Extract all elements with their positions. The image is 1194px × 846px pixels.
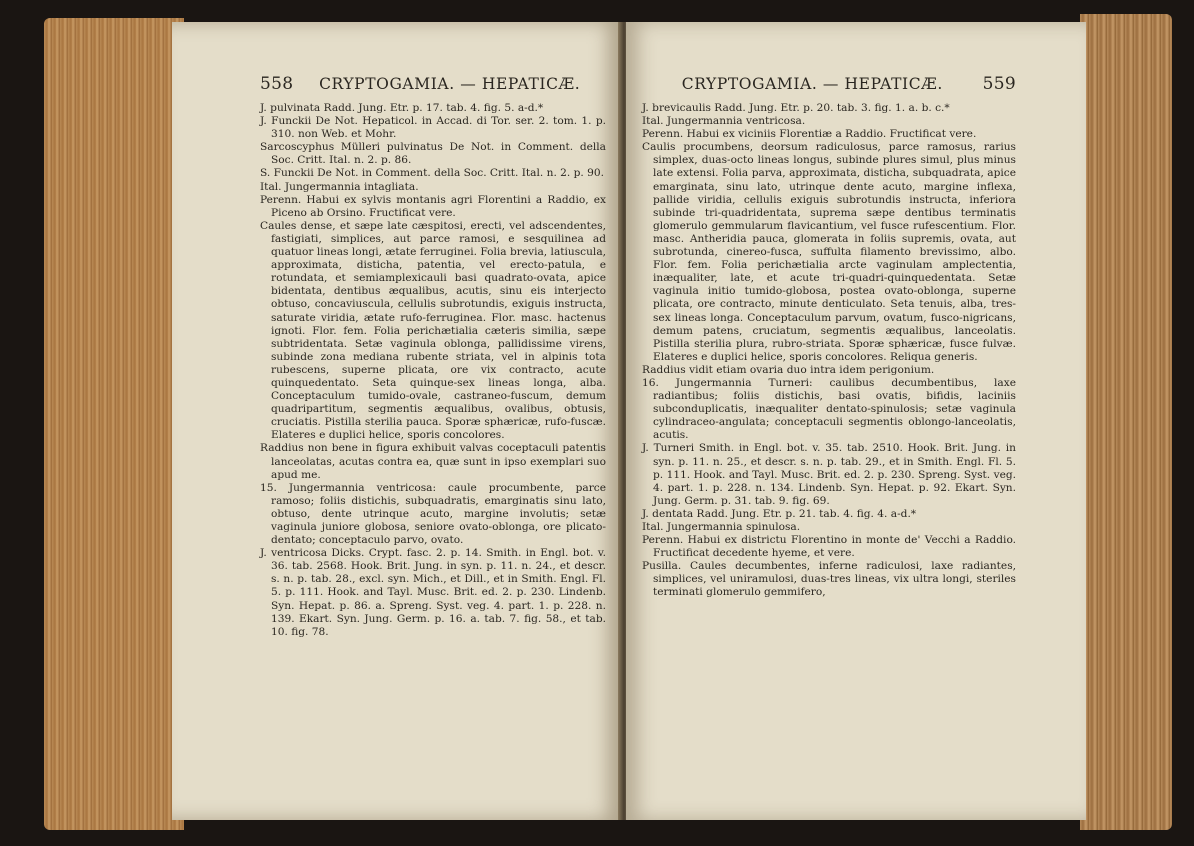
text-line: Perenn. Habui ex viciniis Florentiæ a Raddio. Fructificat vere. xyxy=(642,128,977,141)
text-line: Raddius vidit etiam ovaria duo intra idem perigonium. xyxy=(642,363,935,376)
text-line: Ital. Jungermannia intagliata. xyxy=(260,180,419,193)
text-line: J. dentata Radd. Jung. Etr. p. 21. tab. 4. fig. 4. a-d.* xyxy=(642,507,917,520)
text-line: J. Turneri Smith. in Engl. bot. v. 35. tab. 2510. Hook. Brit. Jung. in syn. p. 11. n. 25., et descr. s. n. p. tab. 29., et in Smith. Engl. Fl. 5. p. 111. Hook. and Tayl. Musc. Brit. ed. 2. p. 230. Spreng. Syst. veg. 4. part. 1. p. 228. n. 134. Lindenb. Syn. Hepat. p. 92. Ekart. Syn. Jung. Germ. p. 31. tab. 9. fig. 69. xyxy=(642,442,1016,507)
text-line: Pusilla. Caules decumbentes, inferne radiculosi, laxe radiantes, simplices, vel uniramulosi, duas-tres lineas, vix ultra longi, steriles terminati glomerulo gemmifero, xyxy=(642,560,1016,599)
left-body-text xyxy=(260,102,606,639)
text-line: J. pulvinata Radd. Jung. Etr. p. 17. tab. 4. fig. 5. a-d.* xyxy=(260,102,544,114)
text-line: 16. Jungermannia Turneri: caulibus decumbentibus, laxe radiantibus; foliis distichis, basi ovatis, bifidis, laciniis subconduplicatis, inæqualiter dentato-spinulosis; setæ vaginula cylindraceo-angulata; conceptaculi segmentis oblongo-lanceolatis, acutis. xyxy=(642,376,1016,442)
right-running-title: CRYPTOGAMIA. — HEPATICÆ. xyxy=(681,75,943,93)
left-running-title: CRYPTOGAMIA. — HEPATICÆ. xyxy=(319,75,581,93)
text-line: J. brevicaulis Radd. Jung. Etr. p. 20. tab. 3. fig. 1. a. b. c.* xyxy=(642,102,950,114)
text-line: Perenn. Habui ex districtu Florentino in monte de' Vecchi a Raddio. Fructificat decedente hyeme, et vere. xyxy=(642,534,1016,560)
left-running-head xyxy=(260,74,606,94)
text-line: Ital. Jungermannia ventricosa. xyxy=(642,115,806,128)
left-page-edges xyxy=(44,18,184,830)
text-line: Caulis procumbens, deorsum radiculosus, parce ramosus, rarius simplex, duas-octo lineas longus, subinde plures simul, plus minus late extensi. Folia parva, approximata, disticha, subquadrata, apice emarginata, sinu lato, utrinque dente acuto, margine inflexa, pallide viridia, cellulis exiguis subrotundis instructa, inferiora subinde tri-quadridentata, suprema sæpe dentibus terminatis glomerulo gemmularum flavicantium, vel fusce rufescentium. Flor. masc. Antheridia pauca, glomerata in foliis supremis, ovata, aut subrotunda, cinereo-fusca, suffulta filamento brevissimo, albo. Flor. fem. Folia perichætialia arcte vaginulam amplectentia, inæqualiter, late, et acute tri-quadri-quinquedentata. Setæ vaginula initio tumido-globosa, postea ovato-oblonga, superne plicata, ore contracto, minute denticulato. Seta tenuis, alba, tres-sex lineas longa. Conceptaculum parvum, ovatum, fusco-nigricans, demum patens, cruciatum, segmentis æqualibus, lanceolatis. Pistilla sterilia plura, rubro-striata. Sporæ sphæricæ, fusce fulvæ. Elateres e duplici helice, sporis concolores. Reliqua generis. xyxy=(642,141,1016,363)
text-line: 15. Jungermannia ventricosa: caule procumbente, parce ramoso; foliis distichis, subquadratis, emarginatis sinu lato, obtuso, dente utrinque acuto, margine involutis; setæ vaginula juniore globosa, seniore ovato-oblonga, ore plicato-dentato; conceptaculo parvo, ovato. xyxy=(260,481,606,547)
right-body-text xyxy=(642,102,1016,600)
text-line: Sarcoscyphus Mülleri pulvinatus De Not. in Comment. della Soc. Critt. Ital. n. 2. p. 86. xyxy=(260,141,606,167)
left-page-number: 558 xyxy=(260,74,294,94)
text-line: Caules dense, et sæpe late cæspitosi, erecti, vel adscendentes, fastigiati, simplices, aut parce ramosi, e sesquilinea ad quatuor lineas longi, ætate ferruginei. Folia brevia, latiuscula, approximata, disticha, patentia, vel erecto-patula, e rotundata, et semiamplexicauli basi quadrato-ovata, apice bidentata, dentibus æqualibus, acutis, sinu eis interjecto obtuso, concaviuscula, cellulis subrotundis, exiguis instructa, saturate viridia, ætate rufo-ferruginea. Flor. masc. hactenus ignoti. Flor. fem. Folia perichætialia cæteris similia, sæpe subtridentata. Setæ vaginula oblonga, pallidissime virens, subinde zona mediana rubente striata, vel in alpinis tota rubescens, superne plicata, ore vix contracto, acute quinquedentato. Seta quinque-sex lineas longa, alba. Conceptaculum tumido-ovale, castraneo-fuscum, demum quadripartitum, segmentis æqualibus, ovalibus, obtusis, cruciatis. Pistilla sterilia pauca. Sporæ sphæricæ, rufo-fuscæ. Elateres e duplici helice, sporis concolores. xyxy=(260,219,606,442)
right-page-number: 559 xyxy=(982,74,1016,94)
text-line: J. ventricosa Dicks. Crypt. fasc. 2. p. 14. Smith. in Engl. bot. v. 36. tab. 2568. Hook. Brit. Jung. in syn. p. 11. n. 24., et descr. s. n. p. tab. 28., excl. syn. Mich., et Dill., et in Smith. Engl. Fl. 5. p. 111. Hook. and Tayl. Musc. Brit. ed. 2. p. 230. Lindenb. Syn. Hepat. p. 86. a. Spreng. Syst. veg. 4. part. 1. p. 228. n. 139. Ekart. Syn. Jung. Germ. p. 16. a. tab. 7. fig. 58., et tab. 10. fig. 78. xyxy=(260,547,606,638)
text-line: S. Funckii De Not. in Comment. della Soc. Critt. Ital. n. 2. p. 90. xyxy=(260,167,605,180)
text-line: J. Funckii De Not. Hepaticol. in Accad. di Tor. ser. 2. tom. 1. p. 310. non Web. et Mohr. xyxy=(260,115,606,141)
right-page xyxy=(626,22,1086,820)
left-page xyxy=(172,22,622,820)
text-line: Perenn. Habui ex sylvis montanis agri Florentini a Raddio, ex Piceno ab Orsino. Fructificat vere. xyxy=(260,193,606,219)
text-line: Ital. Jungermannia spinulosa. xyxy=(642,521,801,533)
text-line: Raddius non bene in figura exhibuit valvas coceptaculi patentis lanceolatas, acutas contra ea, quæ sunt in ipso exemplari suo apud me. xyxy=(260,442,606,481)
right-running-head xyxy=(642,74,1016,94)
right-page-edges xyxy=(1080,14,1172,830)
